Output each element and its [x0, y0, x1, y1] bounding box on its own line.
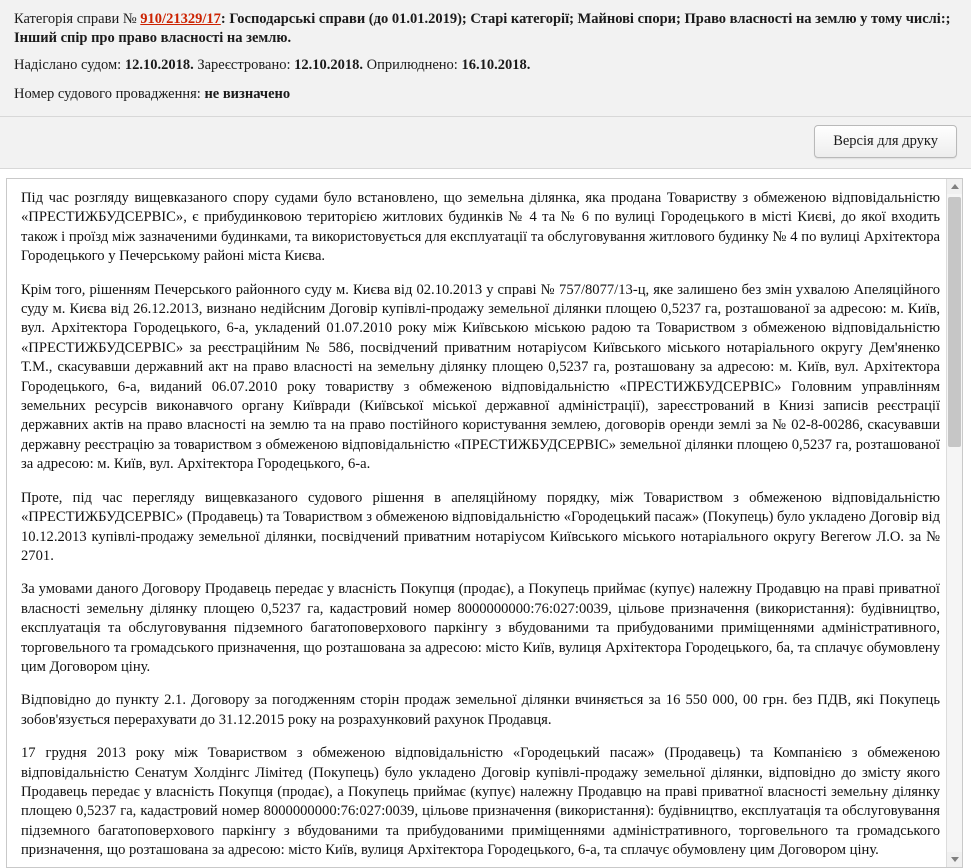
document-viewer [6, 178, 963, 868]
scroll-up-button[interactable] [947, 179, 962, 194]
toolbar [0, 117, 971, 169]
sent-by-court-label: Надіслано судом: [14, 57, 122, 73]
case-category-line [14, 10, 957, 48]
document-paragraph: За умовами даного Договору Продавець передає у власність Покупця (продає), а Покупець приймає (купує) належну Продавцю на праві приватної власності земельну ділянку площею 0,5237 га, кадастровий номер 8000000000:76:027:0039, цільове призначення (використання): будівництво, експлуатація та обслуговування підземного багатоповерхового паркінгу з вбудованими та прибудованими приміщеннями адміністративного, торговельного та громадського призначення, що розташована за адресою: місто Київ, вулиця Архітектора Городецького, ба, та сплачує обумовлену цим Договором ціну. [21, 581, 940, 675]
sent-by-court-value: 12.10.2018. [124, 57, 194, 73]
scroll-down-button[interactable] [947, 852, 962, 867]
document-paragraph: Під час розгляду вищевказаного спору судами було встановлено, що земельна ділянка, яка продана Товариству з обмеженою відповідальністю «ПРЕСТИЖБУДСЕРВІС», є прибудинковою територією житлових будинків № 4 та № 6 по вулиці Городецького в місті Києві, до якої входить також і проїзд між зазначеними будинками, та використовується для експлуатації та обслуговування житлового будинку № 4 по вулиці Архітектора Городецького у Печерському районі міста Києва. [21, 190, 940, 265]
proceeding-number-value: не визначено [204, 86, 291, 102]
category-text: : Господарські справи (до 01.01.2019); Старі категорії; Майнові спори; Право власності на землю у тому числі:; Інший спір про право власності на землю. [14, 11, 951, 46]
document-paragraph: Крім того, рішенням Печерського районного суду м. Києва від 02.10.2013 у справі № 757/8077/13-ц, яке залишено без змін ухвалою Апеляційного суду м. Києва від 26.12.2013, визнано недійсним Договір купівлі-продажу земельної ділянки площею 0,5237 га, розташованої за адресою: м. Київ, вул. Архітектора Городецького, 6-а, укладений 01.07.2010 року між Київською міською радою та Товариством з обмеженою відповідальністю «ПРЕСТИЖБУДСЕРВІС» за реєстраційним № 586, посвідчений приватним нотаріусом Київського міського нотаріального округу Дем'яненко Т.М., скасувавши державний акт на право власності на земельну ділянку площею 0,5237 га, розташовану за адресою: м. Київ, вул. Архітектора Городецького, 6-а, виданий 06.07.2010 року товариству з обмеженою відповідальністю «ПРЕСТИЖБУДСЕРВІС» Головним управлінням земельних ресурсів виконавчого органу Київради (Київської міської державної адміністрації), зареєстрований в Книзі записів реєстрації державних актів на право власності на землю та на право постійного користування землею, договорів оренди землі за № 02-8-00286, скасувавши державну реєстрацію за товариством з обмеженою відповідальністю «ПРЕСТИЖБУДСЕРВІС» земельної ділянки площею 0,5237 га, розташованої за адресою: м. Київ, вул. Архітектора Городецького, 6-а. [21, 281, 940, 473]
registered-value: 12.10.2018. [294, 57, 364, 73]
document-text [7, 179, 962, 868]
category-label: Категорія справи № [14, 11, 137, 27]
registered-label: Зареєстровано: [197, 57, 291, 73]
proceeding-number-label: Номер судового провадження: [14, 86, 201, 102]
vertical-scrollbar[interactable] [946, 179, 962, 867]
document-paragraph: Проте, під час перегляду вищевказаного судового рішення в апеляційному порядку, між Товариством з обмеженою відповідальністю «ПРЕСТИЖБУДСЕРВІС» (Продавець) та Товариством з обмеженою відповідальністю «Городецький пасаж» (Покупець) було укладено Договір від 10.12.2013 купівлі-продажу земельної ділянки, посвідчений приватним нотаріусом Київського міського нотаріального округу Вегеrow Л.О. за № 2701. [21, 489, 940, 564]
document-paragraph: Відповідно до пункту 2.1. Договору за погодженням сторін продаж земельної ділянки вчиняється за 16 550 000, 00 грн. без ПДВ, які Покупець зобов'язується перерахувати до 31.12.2015 року на розрахунковий рахунок Продавця. [21, 692, 940, 728]
case-header [0, 0, 971, 117]
published-label: Оприлюднено: [366, 57, 458, 73]
document-paragraph: 17 грудня 2013 року між Товариством з обмеженою відповідальністю «Городецький пасаж» (Продавець) та Компанією з обмеженою відповідальністю Сенатум Холдінгс Лімітед (Покупець) було укладено Договір купівлі-продажу земельної ділянки, відповідно до змісту якого Продавець передає у власність Покупця (продає), а Покупець приймає (купує) належну Продавцю на праві приватної власності земельну ділянку площею 0,5237 га, кадастровий номер 8000000000:76:027:0039, цільове призначення (використання): будівництво, експлуатація та обслуговування підземного багатоповерхового паркінгу з вбудованими та прибудованими приміщеннями адміністративного, торговельного та громадського призначення, що розташована за адресою: місто Київ, вулиця Архітектора Городецького, 6-а, та сплачує обумовлену цим Договором ціну. [21, 745, 940, 859]
dates-line [14, 56, 957, 75]
case-number-link[interactable]: 910/21329/17 [140, 11, 221, 27]
chevron-down-icon [951, 857, 959, 862]
proceeding-number-line [14, 85, 957, 104]
scrollbar-thumb[interactable] [948, 197, 961, 447]
chevron-up-icon [951, 184, 959, 189]
published-value: 16.10.2018. [461, 57, 531, 73]
print-version-button[interactable]: Версія для друку [814, 125, 957, 158]
